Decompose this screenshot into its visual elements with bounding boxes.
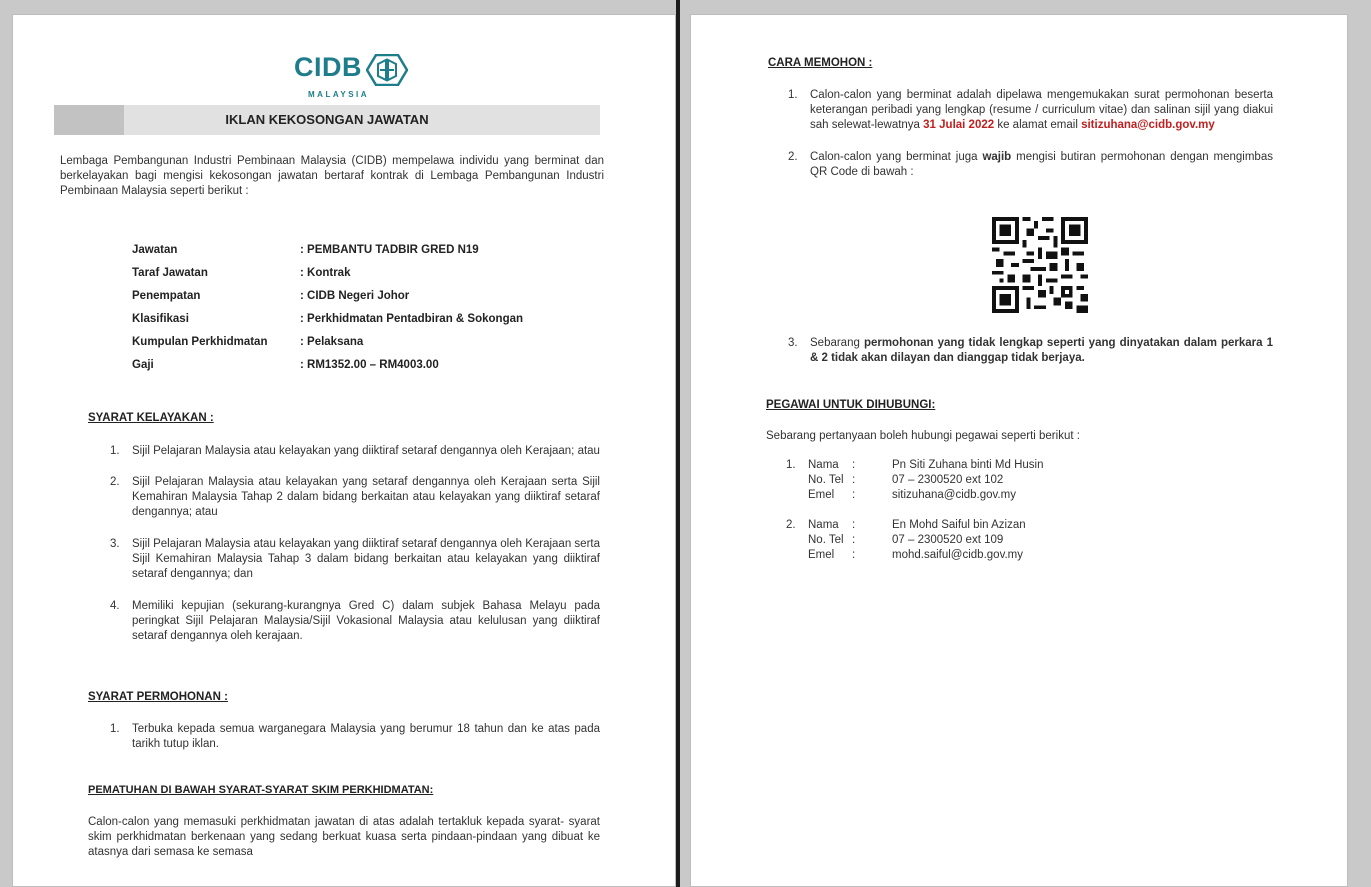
- tel-label: No. Tel: [808, 474, 844, 486]
- list-item: [110, 722, 600, 752]
- detail-label: Klasifikasi: [132, 313, 189, 325]
- list-number: 2.: [788, 151, 798, 163]
- list-number: 1.: [110, 723, 120, 735]
- contact-item: [786, 518, 1206, 578]
- logo-text: CIDB: [294, 52, 362, 82]
- list-text: Sebarang: [810, 337, 864, 349]
- list-item: [110, 444, 600, 459]
- separator: :: [852, 519, 856, 531]
- pematuhan-heading: PEMATUHAN DI BAWAH SYARAT-SYARAT SKIM PERKHIDMATAN:: [88, 784, 434, 796]
- detail-value: : Pelaksana: [300, 336, 364, 348]
- pematuhan-paragraph: Calon-calon yang memasuki perkhidmatan jawatan di atas adalah tertakluk kepada syarat- syarat skim perkhidmatan berkenaan yang sedang berkuat kuasa serta pindaan-pindaan yang dibuat ke atasnya dari semasa ke semasa: [88, 816, 600, 858]
- list-text: Memiliki kepujian (sekurang-kurangnya Gred C) dalam subjek Bahasa Melayu pada peringkat Sijil Pelajaran Malaysia/Sijil Vokasional Malaysia atau kelulusan yang diiktiraf setaraf dengannya oleh kerajaan.: [132, 600, 600, 642]
- detail-row: [132, 313, 572, 336]
- list-number: 4.: [110, 600, 120, 612]
- list-text-2: mengisi butiran permohonan dengan mengimbas QR Code di bawah :: [810, 151, 1273, 178]
- detail-label: Kumpulan Perkhidmatan: [132, 336, 268, 348]
- detail-label: Gaji: [132, 359, 154, 371]
- separator: :: [852, 549, 856, 561]
- cidb-logo: [294, 52, 414, 106]
- list-text: Sijil Pelajaran Malaysia atau kelayakan yang setaraf dengannya oleh Kerajaan serta Sijil Kemahiran Malaysia Tahap 2 dalam bidang berkaitan atau kelayakan yang diiktiraf setaraf dengannya; atau: [132, 476, 600, 518]
- list-number: 1.: [110, 445, 120, 457]
- contact-phone[interactable]: 07 – 2300520 ext 109: [892, 534, 1004, 546]
- page-divider: [676, 0, 680, 887]
- contact-email[interactable]: sitizuhana@cidb.gov.my: [892, 489, 1016, 501]
- detail-row: [132, 359, 572, 382]
- detail-value: : CIDB Negeri Johor: [300, 290, 410, 302]
- email-link[interactable]: sitizuhana@cidb.gov.my: [1081, 119, 1215, 131]
- list-text: Sijil Pelajaran Malaysia atau kelayakan yang diiktiraf setaraf dengannya oleh Kerajaan serta Sijil Kemahiran Malaysia Tahap 3 dalam bidang berkaitan atau kelayakan yang diiktiraf setaraf dengannya; dan: [132, 538, 600, 580]
- syarat-kelayakan-list: [110, 444, 600, 644]
- logo-subtext: MALAYSIA: [308, 90, 370, 99]
- detail-label: Penempatan: [132, 290, 201, 302]
- detail-value: : PEMBANTU TADBIR GRED N19: [300, 244, 479, 256]
- syarat-permohonan-list: [110, 722, 600, 752]
- syarat-kelayakan-heading: SYARAT KELAYAKAN :: [88, 412, 214, 424]
- detail-row: [132, 267, 572, 290]
- title-bar: [54, 105, 600, 135]
- list-item: [788, 150, 1273, 180]
- emphasis-text: wajib: [982, 151, 1012, 163]
- detail-value: : Kontrak: [300, 267, 351, 279]
- contact-number: 1.: [786, 459, 796, 471]
- syarat-permohonan-heading: SYARAT PERMOHONAN :: [88, 691, 228, 703]
- list-item: [788, 336, 1273, 366]
- pegawai-heading: PEGAWAI UNTUK DIHUBUNGI:: [766, 399, 936, 411]
- page-title: IKLAN KEKOSONGAN JAWATAN: [225, 112, 429, 127]
- cara-memohon-list-2: [788, 336, 1273, 366]
- cara-memohon-list: [788, 88, 1273, 180]
- intro-paragraph: Lembaga Pembangunan Industri Pembinaan Malaysia (CIDB) mempelawa individu yang berminat dan berkelayakan bagi mengisi kekosongan jawatan bertaraf kontrak di Lembaga Pembangunan Industri Pembinaan Malaysia seperti berikut :: [60, 155, 604, 197]
- detail-row: [132, 244, 572, 267]
- detail-row: [132, 290, 572, 313]
- list-number: 3.: [788, 337, 798, 349]
- document-page-left: [12, 14, 676, 887]
- nama-label: Nama: [808, 519, 839, 531]
- emel-label: Emel: [808, 549, 835, 561]
- list-item: [788, 88, 1273, 133]
- contact-email[interactable]: mohd.saiful@cidb.gov.my: [892, 549, 1023, 561]
- list-number: 2.: [110, 476, 120, 488]
- pegawai-intro: Sebarang pertanyaan boleh hubungi pegawai seperti berikut :: [766, 430, 1080, 442]
- detail-value: : RM1352.00 – RM4003.00: [300, 359, 439, 371]
- document-page-right: [690, 14, 1348, 887]
- separator: :: [852, 474, 856, 486]
- detail-row: [132, 336, 572, 359]
- contact-number: 2.: [786, 519, 796, 531]
- list-text: Terbuka kepada semua warganegara Malaysia yang berumur 18 tahun dan ke atas pada tarikh tutup iklan.: [132, 723, 600, 750]
- contact-item: [786, 458, 1206, 518]
- detail-label: Jawatan: [132, 244, 178, 256]
- job-details: [132, 244, 572, 382]
- contact-name: Pn Siti Zuhana binti Md Husin: [892, 459, 1044, 471]
- separator: :: [852, 489, 856, 501]
- list-number: 1.: [788, 89, 798, 101]
- detail-label: Taraf Jawatan: [132, 267, 208, 279]
- list-item: [110, 599, 600, 644]
- list-text: Sijil Pelajaran Malaysia atau kelayakan yang diiktiraf setaraf dengannya oleh Kerajaan; atau: [132, 445, 600, 457]
- closing-date: 31 Julai 2022: [923, 119, 995, 131]
- contact-list: [786, 458, 1206, 578]
- emel-label: Emel: [808, 489, 835, 501]
- list-item: [110, 537, 600, 582]
- list-text: Calon-calon yang berminat adalah dipelawa mengemukakan surat permohonan beserta keterangan peribadi yang lengkap (resume / curriculum vitae) dan salinan sijil yang diakui sah selewat-lewatnya: [810, 89, 1273, 131]
- list-text: Calon-calon yang berminat juga: [810, 151, 983, 163]
- contact-phone[interactable]: 07 – 2300520 ext 102: [892, 474, 1004, 486]
- contact-name: En Mohd Saiful bin Azizan: [892, 519, 1026, 531]
- separator: :: [852, 459, 856, 471]
- qr-code-icon[interactable]: [992, 217, 1088, 313]
- list-text-2: ke alamat email: [994, 119, 1082, 131]
- detail-value: : Perkhidmatan Pentadbiran & Sokongan: [300, 313, 524, 325]
- separator: :: [852, 534, 856, 546]
- emphasis-text: permohonan yang tidak lengkap seperti yang dinyatakan dalam perkara 1 & 2 tidak akan dilayan dan dianggap tidak berjaya.: [810, 337, 1273, 364]
- list-number: 3.: [110, 538, 120, 550]
- nama-label: Nama: [808, 459, 839, 471]
- cidb-logo-icon: [366, 54, 408, 86]
- cara-memohon-heading: CARA MEMOHON :: [768, 57, 873, 69]
- list-item: [110, 475, 600, 520]
- tel-label: No. Tel: [808, 534, 844, 546]
